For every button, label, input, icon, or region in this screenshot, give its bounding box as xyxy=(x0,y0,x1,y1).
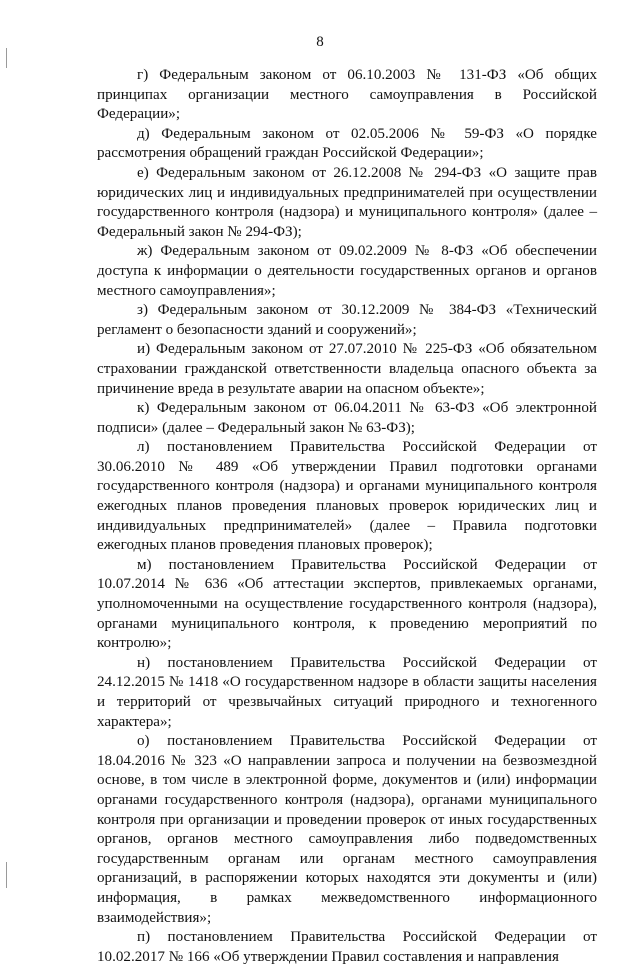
paragraph-p: п) постановлением Правительства Российской Федерации от 10.02.2017 № 166 «Об утверждении Правил составления и направления xyxy=(97,929,597,965)
paragraph-e: е) Федеральным законом от 26.12.2008 № 294-ФЗ «О защите прав юридических лиц и индивидуальных предпринимателей при осуществлении государственного контроля (надзора) и муниципального контроля» (далее – Федеральный закон № 294-ФЗ); xyxy=(97,164,597,240)
paragraph-m: м) постановлением Правительства Российской Федерации от 10.07.2014 № 636 «Об аттестации экспертов, привлекаемых органами, уполномоченными на осуществление государственного контроля (надзора), органами муниципального контроля, к проведению мероприятий по контролю»; xyxy=(97,556,597,652)
margin-mark-bottom xyxy=(6,862,7,888)
paragraph-i: и) Федеральным законом от 27.07.2010 № 225-ФЗ «Об обязательном страховании гражданской ответственности владельца опасного объекта за причинение вреда в результате аварии на опасном объекте»; xyxy=(97,341,597,397)
paragraph-d: д) Федеральным законом от 02.05.2006 № 59-ФЗ «О порядке рассмотрения обращений граждан Российской Федерации»; xyxy=(97,125,597,162)
paragraph-z: з) Федеральным законом от 30.12.2009 № 384-ФЗ «Технический регламент о безопасности зданий и сооружений»; xyxy=(97,302,597,338)
paragraph-o: о) постановлением Правительства Российской Федерации от 18.04.2016 № 323 «О направлении запроса и получении на безвозмездной основе, в том числе в электронной форме, документов и (или) информации органами государственного контроля (надзора), органами муниципального контроля при организации и проведении проверок от иных государственных органов, органов местного самоуправления либо подведомственных государственным органам или органам местного самоуправления организаций, в распоряжении которых находятся эти документы и (или) информация, в рамках межведомственного информационного взаимодействия»; xyxy=(97,733,597,926)
paragraph-zh: ж) Федеральным законом от 09.02.2009 № 8-ФЗ «Об обеспечении доступа к информации о деятельности государственных органов и органов местного самоуправления»; xyxy=(97,243,597,299)
paragraph-k: к) Федеральным законом от 06.04.2011 № 63-ФЗ «Об электронной подписи» (далее – Федеральный закон № 63-ФЗ); xyxy=(97,400,597,436)
paragraph-g: г) Федеральным законом от 06.10.2003 № 131-ФЗ «Об общих принципах организации местного самоуправления в Российской Федерации»; xyxy=(97,67,597,123)
paragraph-l: л) постановлением Правительства Российской Федерации от 30.06.2010 № 489 «Об утверждении Правил подготовки органами государственного контроля (надзора) и органами муниципального контроля ежегодных планов проведения плановых проверок юридических лиц и индивидуальных предпринимателей» (далее – Правила подготовки ежегодных планов проведения плановых проверок); xyxy=(97,439,597,554)
page-number: 8 xyxy=(316,34,324,50)
paragraph-n: н) постановлением Правительства Российской Федерации от 24.12.2015 № 1418 «О государственном надзоре в области защиты населения и территорий от чрезвычайных ситуаций природного и техногенного характера»; xyxy=(97,654,597,730)
margin-mark-top xyxy=(6,48,7,68)
document-body xyxy=(97,66,597,967)
